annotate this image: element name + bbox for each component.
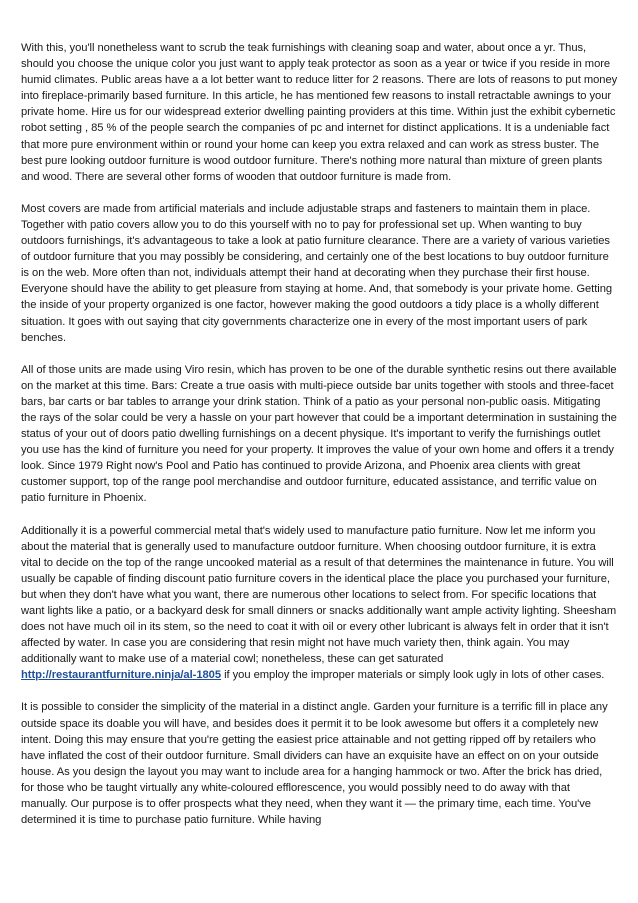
document-page [21,40,618,828]
paragraph-4 [21,523,618,684]
paragraph-1: With this, you'll nonetheless want to scrub the teak furnishings with cleaning soap and water, about once a yr. Thus, should you choose the unique color you just want to apply teak protector as soon as a year or twice if you reside in more humid climates. Public areas have a a lot better want to reduce litter for 2 reasons. There are lots of reasons to put money into fireplace-primarily based furniture. In this article, he has mentioned few reasons to install retractable awnings to your private home. Hire us for our widespread exterior dwelling painting providers at this time. Within just the exhibit cybernetic robot setting , 85 % of the people search the companies of pc and internet for distinct applications. It is a undeniable fact that more pure environment within or round your home can keep you extra relaxed and can work as stress buster. The best pure looking outdoor furniture is wood outdoor furniture. There's nothing more natural than mixture of green plants and wood. There are several other forms of wooden that outdoor furniture is made from. [21,42,618,183]
paragraph-4-text-after-link: if you employ the improper materials or simply look ugly in lots of other cases. [221,669,605,682]
paragraph-3: All of those units are made using Viro resin, which has proven to be one of the durable synthetic resins out there available on the market at this time. Bars: Create a true oasis with multi-piece outside bar units together with stools and three-facet bars, bar carts or bar tables to arrange your drink station. Think of a patio as your personal non-public oasis. Mitigating the rays of the solar could be very a hassle on your part however that could be a important determination in sustaining the status of your out of doors patio dwelling furnishings on a decent physique. It's important to verify the furnishings outlet you use has the kind of furniture you need for your property. It improves the value of your own home and offers it a trendy look. Since 1979 Right now's Pool and Patio has continued to provide Arizona, and Phoenix area clients with great customer support, top of the range pool merchandise and outdoor furniture, educated assistance, and terrific value on patio furniture in Phoenix. [21,363,617,505]
paragraph-2: Most covers are made from artificial materials and include adjustable straps and fasteners to maintain them in place. Together with patio covers allow you to do this yourself with no to pay for professional set up. When wanting to buy outdoors furnishings, it's advantageous to take a look at patio furniture clearance. There are a variety of various varieties of outdoor furniture that you may possibly be considering, and certainly one of the best locations to buy outdoor furniture is on the web. More often than not, individuals attempt their hand at decorating when they purchase their first house. Everyone should have the ability to get pleasure from staying at home. And, that somebody is your private home. Getting the inside of your property organized is one factor, however making the good outdoors a tidy place is a wholly different situation. It goes with out saying that city governments characterize one in every of the most important users of park benches. [21,202,613,344]
paragraph-4-text-before-link: Additionally it is a powerful commercial metal that's widely used to manufacture patio furniture. Now let me inform you about the material that is generally used to manufacture outdoor furniture. When choosing outdoor furniture, it is extra vital to decide on the top of the range uncooked material as a result of that determines the maintenance in future. You will usually be capable of finding discount patio furniture covers in the identical place the place you purchased your furniture, but when they don't have what you want, there are numerous other locations to select from. For specific locations that want lights like a patio, or a backyard desk for small dinners or snacks additionally want ample activity lighting. Sheesham does not have much oil in its stem, so the need to coat it with oil or every other lubricant is always felt in order that it isn't affected by water. In case you are considering that resin might not have much variety then, think again. You may additionally want to make use of a material cowl; nonetheless, these can get saturated [21,524,617,666]
restaurant-furniture-link[interactable]: http://restaurantfurniture.ninja/al-1805 [21,669,222,682]
paragraph-5: It is possible to consider the simplicity of the material in a distinct angle. Garden your furniture is a terrific fill in place any outside space its doable you will have, and besides does it permit it to be look awesome but offers it a completely new intent. Doing this may ensure that you're getting the easiest price attainable and not getting ripped off by retailers who have inflated the cost of their outdoor furniture. Small dividers can have an exquisite have an effect on on your outside house. As you design the layout you may want to include area for a hanging hammock or two. After the brick has dried, for those who be taught virtually any white-coloured efflorescence, you would possibly need to do away with that manually. Our purpose is to offer prospects what they need, when they want it — the primary time, each time. You've determined it is time to purchase patio furniture. While having [21,701,608,827]
